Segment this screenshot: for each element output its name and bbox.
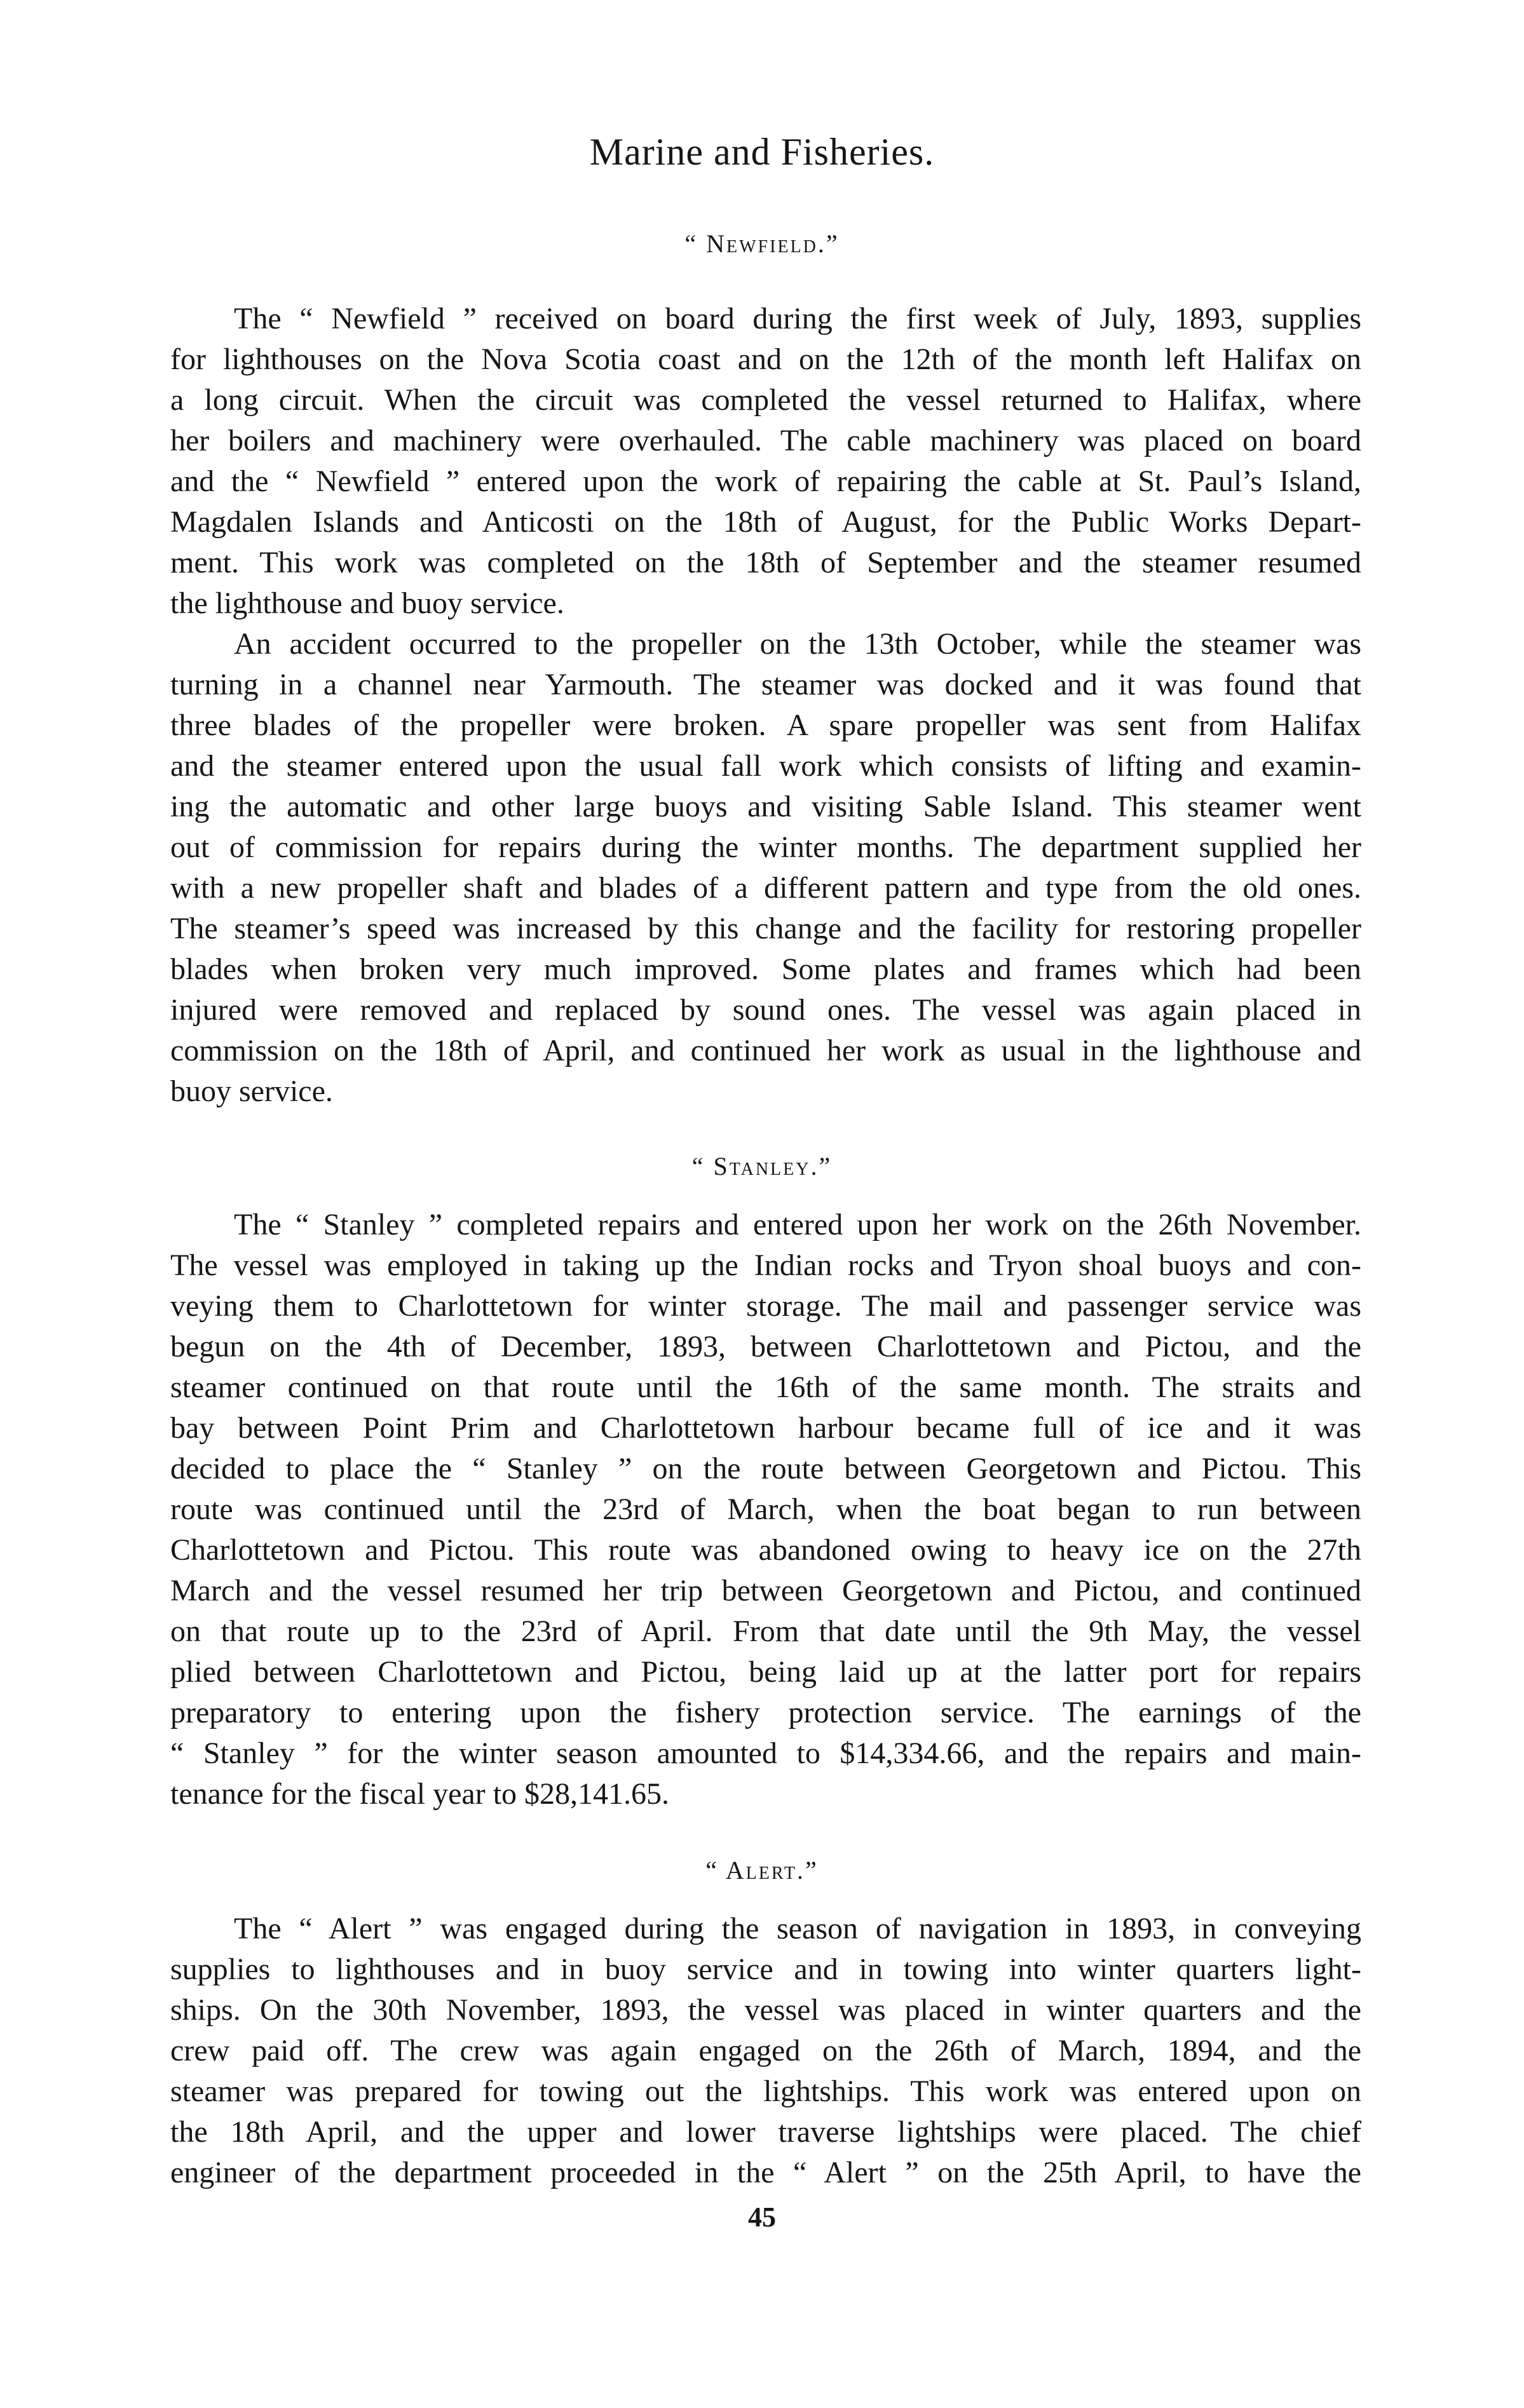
- text-line: preparatory to entering upon the fishery protection service. The earnings of the: [170, 1696, 1361, 1729]
- text-line: a long circuit. When the circuit was completed the vessel returned to Halifax, where: [170, 383, 1361, 417]
- text-line: the lighthouse and buoy service.: [170, 586, 564, 620]
- text-line: ships. On the 30th November, 1893, the vessel was placed in winter quarters and the: [170, 1993, 1361, 2027]
- text-line: The “ Stanley ” completed repairs and entered upon her work on the 26th November.: [234, 1208, 1361, 1241]
- text-line: The “ Newfield ” received on board during the first week of July, 1893, supplies: [234, 302, 1361, 335]
- text-line: “ Stanley ” for the winter season amounted to $14,334.66, and the repairs and main-: [170, 1736, 1361, 1770]
- text-line: crew paid off. The crew was again engaged on the 26th of March, 1894, and the: [170, 2034, 1361, 2067]
- text-line: turning in a channel near Yarmouth. The steamer was docked and it was found that: [170, 668, 1361, 701]
- text-line: An accident occurred to the propeller on the 13th October, while the steamer was: [234, 627, 1361, 661]
- text-line: The vessel was employed in taking up the Indian rocks and Tryon shoal buoys and con-: [170, 1248, 1361, 1282]
- text-line: bay between Point Prim and Charlottetown harbour became full of ice and it was: [170, 1411, 1361, 1445]
- text-line: out of commission for repairs during the winter months. The department supplied her: [170, 830, 1361, 864]
- text-line: buoy service.: [170, 1074, 333, 1108]
- text-line: tenance for the fiscal year to $28,141.65.: [170, 1777, 670, 1811]
- text-line: veying them to Charlottetown for winter storage. The mail and passenger service was: [170, 1289, 1361, 1323]
- text-line: and the “ Newfield ” entered upon the work of repairing the cable at St. Paul’s Island,: [170, 464, 1361, 498]
- text-line: the 18th April, and the upper and lower traverse lightships were placed. The chief: [170, 2115, 1361, 2149]
- text-line: on that route up to the 23rd of April. From that date until the 9th May, the vessel: [170, 1614, 1361, 1648]
- text-line: steamer continued on that route until the 16th of the same month. The straits and: [170, 1370, 1361, 1404]
- text-line: commission on the 18th of April, and continued her work as usual in the lighthouse and: [170, 1034, 1361, 1067]
- section-title-stanley: “ Stanley.”: [691, 1152, 833, 1180]
- text-line: steamer was prepared for towing out the lightships. This work was entered upon on: [170, 2074, 1361, 2108]
- text-line: March and the vessel resumed her trip between Georgetown and Pictou, and continued: [170, 1574, 1361, 1607]
- text-line: her boilers and machinery were overhauled. The cable machinery was placed on board: [170, 424, 1361, 457]
- text-line: for lighthouses on the Nova Scotia coast and on the 12th of the month left Halifax on: [170, 342, 1361, 376]
- text-line: blades when broken very much improved. Some plates and frames which had been: [170, 952, 1361, 986]
- text-line: ment. This work was completed on the 18th of September and the steamer resumed: [170, 546, 1361, 579]
- page-number: 45: [748, 2202, 776, 2233]
- text-line: begun on the 4th of December, 1893, between Charlottetown and Pictou, and the: [170, 1330, 1361, 1363]
- text-line: supplies to lighthouses and in buoy service and in towing into winter quarters light-: [170, 1952, 1361, 1986]
- text-line: Charlottetown and Pictou. This route was abandoned owing to heavy ice on the 27th: [170, 1533, 1361, 1567]
- section-title-alert: “ Alert.”: [705, 1856, 819, 1884]
- text-line: decided to place the “ Stanley ” on the route between Georgetown and Pictou. This: [170, 1452, 1361, 1485]
- text-line: three blades of the propeller were broken. A spare propeller was sent from Halifax: [170, 708, 1361, 742]
- text-line: The steamer’s speed was increased by this change and the facility for restoring propeller: [170, 912, 1361, 945]
- text-line: ing the automatic and other large buoys and visiting Sable Island. This steamer went: [170, 790, 1361, 823]
- text-line: engineer of the department proceeded in the “ Alert ” on the 25th April, to have the: [170, 2156, 1361, 2189]
- text-line: injured were removed and replaced by sound ones. The vessel was again placed in: [170, 993, 1361, 1027]
- text-line: Magdalen Islands and Anticosti on the 18th of August, for the Public Works Depart-: [170, 505, 1361, 539]
- text-line: plied between Charlottetown and Pictou, being laid up at the latter port for repairs: [170, 1655, 1361, 1689]
- page-header: Marine and Fisheries.: [589, 131, 935, 173]
- text-line: and the steamer entered upon the usual fall work which consists of lifting and examin-: [170, 749, 1361, 783]
- text-line: with a new propeller shaft and blades of a different pattern and type from the old ones.: [170, 871, 1361, 905]
- section-title-newfield: “ Newfield.”: [684, 229, 840, 258]
- text-line: The “ Alert ” was engaged during the season of navigation in 1893, in conveying: [234, 1912, 1361, 1945]
- text-line: route was continued until the 23rd of March, when the boat began to run between: [170, 1492, 1361, 1526]
